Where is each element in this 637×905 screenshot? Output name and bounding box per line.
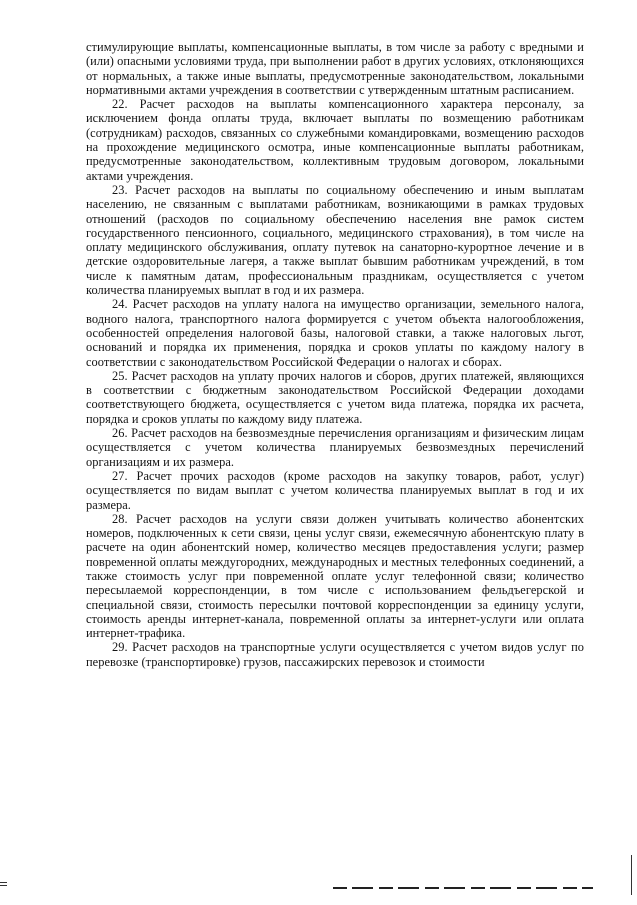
- paragraph-24: 24. Расчет расходов на уплату налога на имущество организации, земельного налога, водного налога, транспортного налога формируется с учетом объекта налогообложения, особенностей определения налоговой базы, налоговой ставки, а также налоговых льгот, оснований и порядка их применения, порядка и сроков уплаты по каждому налогу в соответствии с законодательством Российской Федерации о налогах и сборах.: [86, 297, 584, 369]
- paragraph-23: 23. Расчет расходов на выплаты по социальному обеспечению и иным выплатам населению, не связанным с выплатами работникам, возникающими в рамках трудовых отношений (расходов по социальному обеспечению населения вне рамок систем государственного пенсионного, социального, медицинского страхования), в том числе на оплату медицинского обслуживания, оплату путевок на санаторно-курортное лечение и в детские оздоровительные лагеря, а также выплат бывшим работникам учреждений, в том числе к памятным датам, профессиональным праздникам, осуществляется с учетом количества планируемых выплат в год и их размера.: [86, 182, 584, 298]
- paragraph-28: 28. Расчет расходов на услуги связи должен учитывать количество абонентских номеров, подключенных к сети связи, цены услуг связи, ежемесячную абонентскую плату в расчете на один абонентский номер, количество месяцев предоставления услуги; размер повременной оплаты междугородних, международных и местных телефонных соединений, а также стоимость услуг при повременной оплате услуг телефонной связи; количество пересылаемой корреспонденции, в том числе с использованием фельдъегерской и специальной связи, стоимость пересылки почтовой корреспонденции за единицу услуги, стоимость аренды интернет-канала, повременной оплаты за интернет-услуги или оплата интернет-трафика.: [86, 511, 584, 641]
- paragraph-27: 27. Расчет прочих расходов (кроме расходов на закупку товаров, работ, услуг) осуществляется по видам выплат с учетом количества планируемых выплат в год и их размера.: [86, 468, 584, 512]
- scan-edge-mark: [0, 885, 7, 886]
- scan-edge-mark: [0, 882, 7, 883]
- paragraph-continuation: стимулирующие выплаты, компенсационные выплаты, в том числе за работу с вредными и (или) опасными условиями труда, при выполнении работ в других условиях, отклоняющихся от нормальных, а также иные выплаты, предусмотренные законодательством, локальными нормативными актами учреждения в соответствии с утвержденным штатным расписанием.: [86, 40, 584, 97]
- paragraph-22: 22. Расчет расходов на выплаты компенсационного характера персоналу, за исключением фонда оплаты труда, включает выплаты по возмещению работникам (сотрудникам) расходов, связанных со служебными командировками, возмещению расходов на прохождение медицинского осмотра, иные компенсационные выплаты работникам, предусмотренные законодательством, коллективным трудовым договором, локальными актами учреждения.: [86, 97, 584, 183]
- document-body: [86, 40, 584, 669]
- paragraph-26: 26. Расчет расходов на безвозмездные перечисления организациям и физическим лицам осуществляется с учетом количества планируемых безвозмездных перечислений организациям и их размера.: [86, 426, 584, 469]
- scan-edge-mark: [631, 855, 632, 895]
- paragraph-25: 25. Расчет расходов на уплату прочих налогов и сборов, других платежей, являющихся в соответствии с бюджетным законодательством Российской Федерации доходами соответствующего бюджета, осуществляется с учетом вида платежа, порядка их расчета, порядка и сроков уплаты по каждому виду платежа.: [86, 368, 584, 426]
- scan-artifact-line: [333, 887, 593, 889]
- paragraph-29: 29. Расчет расходов на транспортные услуги осуществляется с учетом видов услуг по перевозке (транспортировке) грузов, пассажирских перевозок и стоимости: [86, 640, 584, 669]
